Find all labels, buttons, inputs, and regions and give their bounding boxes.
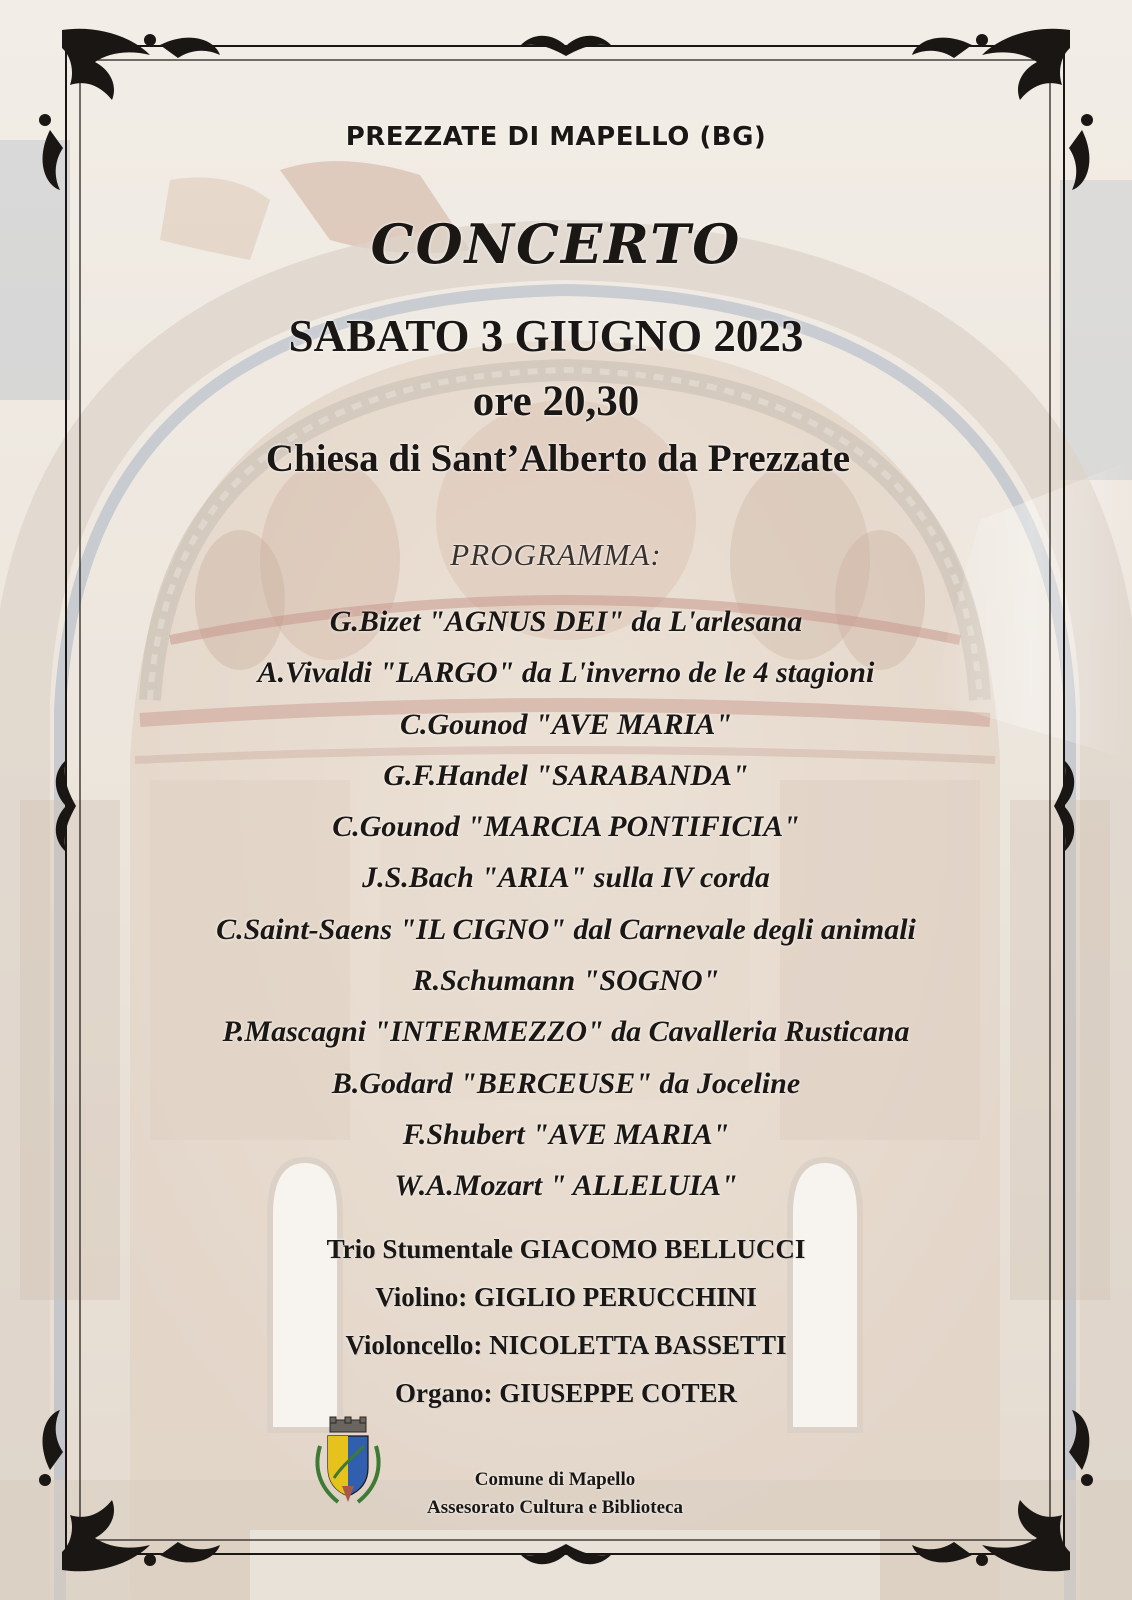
program-item: R.Schumann "SOGNO"	[412, 964, 720, 998]
performer-line: Trio Stumentale GIACOMO BELLUCCI	[326, 1234, 806, 1264]
program-item: G.Bizet "AGNUS DEI" da L'arlesana	[329, 605, 803, 638]
event-location: PREZZATE DI MAPELLO (BG)	[345, 122, 767, 152]
event-title: CONCERTO	[370, 212, 742, 276]
performer-line: Violino: GIGLIO PERUCCHINI	[375, 1282, 757, 1312]
program-item: A.Vivaldi "LARGO" da L'inverno de le 4 stagioni	[257, 656, 875, 690]
organizer-department: Assesorato Cultura e Biblioteca	[427, 1497, 683, 1518]
event-date: SABATO 3 GIUGNO 2023	[288, 311, 804, 361]
event-venue: Chiesa di Sant’Alberto da Prezzate	[265, 437, 851, 480]
coat-of-arms-icon	[312, 1416, 384, 1508]
program-item: F.Shubert "AVE MARIA"	[402, 1117, 730, 1151]
organizer-municipality: Comune di Mapello	[474, 1469, 636, 1490]
program-item: C.Gounod "MARCIA PONTIFICIA"	[332, 810, 800, 844]
program-item: B.Godard "BERCEUSE" da Joceline	[331, 1066, 801, 1100]
program-heading: PROGRAMMA:	[450, 537, 662, 572]
program-item: C.Saint-Saens "IL CIGNO" dal Carnevale degli animali	[216, 912, 916, 946]
organizer-block	[380, 1466, 730, 1522]
program-item: J.S.Bach "ARIA" sulla IV corda	[362, 861, 770, 895]
corner-ornament-top-right	[912, 29, 1093, 190]
corner-ornament-bottom-right	[912, 1410, 1093, 1571]
performers-list	[0, 1227, 1132, 1419]
program-item: W.A.Mozart " ALLELUIA"	[394, 1169, 738, 1203]
performer-line: Organo: GIUSEPPE COTER	[394, 1378, 738, 1408]
program-item: G.F.Handel "SARABANDA"	[383, 758, 749, 792]
program-list	[0, 596, 1132, 1212]
program-item: C.Gounod "AVE MARIA"	[399, 707, 733, 741]
event-time: ore 20,30	[472, 378, 640, 425]
performer-line: Violoncello: NICOLETTA BASSETTI	[345, 1330, 787, 1360]
program-item: P.Mascagni "INTERMEZZO" da Cavalleria Rusticana	[222, 1015, 910, 1049]
